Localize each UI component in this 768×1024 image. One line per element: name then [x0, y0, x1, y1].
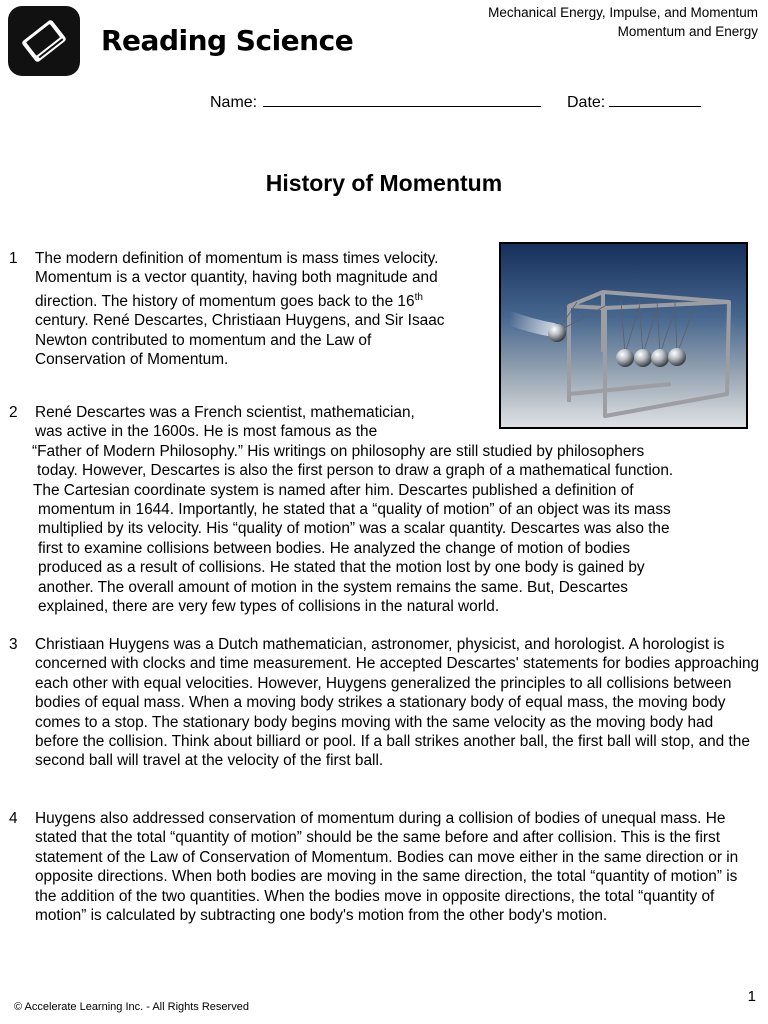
paragraph-number: 3 — [9, 636, 18, 653]
brand-title: Reading Science — [101, 24, 354, 57]
name-field — [210, 92, 541, 112]
paragraph-number: 2 — [9, 404, 18, 421]
date-label: Date: — [567, 94, 606, 111]
unit-topic-header — [488, 3, 758, 41]
page-number: 1 — [747, 988, 756, 1005]
paragraph-text: The modern definition of momentum is mass times velocity. Momentum is a vector quantity, having both magnitude and direction. The history of momentum goes back to the 16th century. René Descartes, Christiaan Huygens, and Sir Isaac Newton contributed to momentum and the Law of Conservation of Momentum. — [35, 250, 445, 369]
paragraph-number: 4 — [9, 810, 18, 827]
paragraph-text: Christiaan Huygens was a Dutch mathematician, astronomer, physicist, and horologist. A horologist is concerned with clocks and time measurement. He accepted Descartes' statements for bodies approaching each other with equal velocities. However, Huygens generalized the principles to all collisions between bodies of equal mass. When a moving body strikes a stationary body of equal mass, the moving body comes to a stop. The stationary body begins moving with the same velocity as the moving body had before the collision. Think about billiard or pool. If a ball strikes another ball, the first ball will stop, and the second ball will travel at the velocity of the first ball. — [35, 636, 760, 770]
paragraph-text: René Descartes was a French scientist, mathematician, was active in the 1600s. He is most famous as the “Father of Modern Philosophy.” His writings on philosophy are still studied by philosophers today. However, Descartes is also the first person to draw a graph of a mathematical function. The Cartesian coordinate system is named after him. Descartes published a definition of momentum in 1644. Importantly, he stated that a “quality of motion” of an object was its mass multiplied by its velocity. His “quality of motion” was a scalar quantity. Descartes was also the first to examine collisions between bodies. He analyzed the change of motion of bodies produced as a result of collisions. He stated that the motion lost by one body is gained by another. The overall amount of motion in the system remains the same. But, Descartes explained, there are very few types of collisions in the natural world. — [32, 404, 674, 616]
date-blank-line[interactable] — [609, 92, 701, 107]
copyright-footer: © Accelerate Learning Inc. - All Rights Reserved — [14, 1001, 249, 1013]
topic-name: Momentum and Energy — [617, 24, 758, 39]
paragraph-text: Huygens also addressed conservation of momentum during a collision of bodies of unequal mass. He stated that the total “quantity of motion” should be the same before and after collision. This is the first statement of the Law of Conservation of Momentum. Bodies can move either in the same direction or in opposite directions. When both bodies are moving in the same direction, the total “quantity of motion” is the addition of the two quantities. When the bodies move in opposite directions, the total “quantity of motion” is calculated by subtracting one body's motion from the other body's motion. — [35, 810, 739, 925]
date-field — [567, 92, 701, 112]
book-logo-icon — [8, 6, 80, 76]
name-blank-line[interactable] — [263, 92, 541, 107]
page-title: History of Momentum — [265, 170, 503, 196]
name-label: Name: — [210, 94, 258, 111]
unit-name: Mechanical Energy, Impulse, and Momentum — [488, 5, 758, 20]
newtons-cradle-image — [499, 242, 748, 429]
paragraph-number: 1 — [9, 250, 18, 267]
